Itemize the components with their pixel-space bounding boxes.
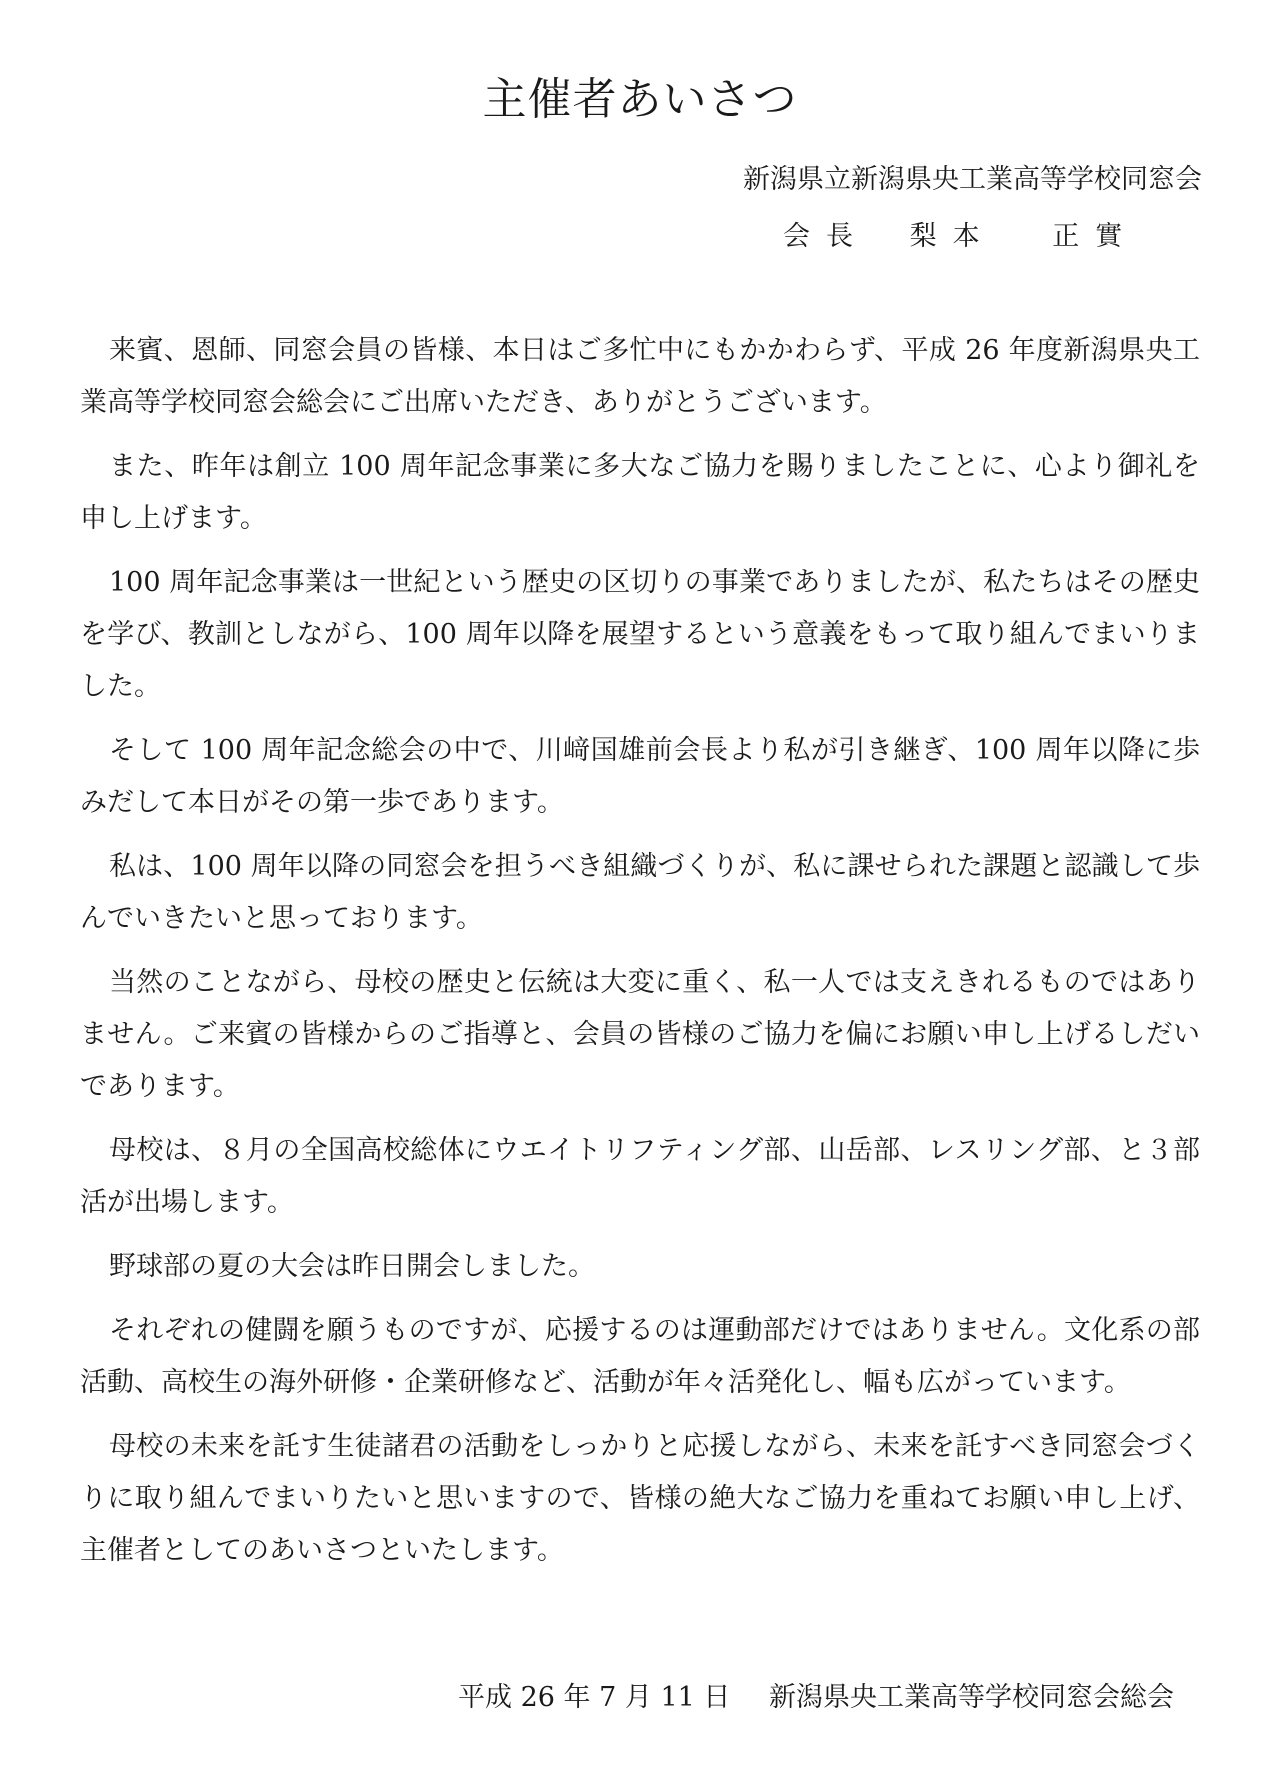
document-title: 主催者あいさつ [482,74,798,125]
closing-line [458,1678,1174,1718]
paragraph: 私は、100 周年以降の同窓会を担うべき組織づくりが、私に課せられた課題と認識して歩んでいきたいと思っております。 [80,851,1200,934]
paragraph: それぞれの健闘を願うものですが、応援するのは運動部だけではありません。文化系の部活動、高校生の海外研修・企業研修など、活動が年々活発化し、幅も広がっています。 [80,1315,1200,1398]
president-title: 会長 [783,221,869,252]
greeting-body [80,325,1200,1589]
paragraph: 100 周年記念事業は一世紀という歴史の区切りの事業でありましたが、私たちはその歴史を学び、教訓としながら、100 周年以降を展望するという意義をもって取り組んでまいりました。 [80,567,1200,702]
paragraph: 当然のことながら、母校の歴史と伝統は大変に重く、私一人では支えきれるものではありません。ご来賓の皆様からのご指導と、会員の皆様のご協力を偏にお願い申し上げるしだいであります。 [80,967,1200,1102]
president-family-name: 梨本 [909,221,996,252]
president-line [783,217,1138,257]
paragraph: そして 100 周年記念総会の中で、川﨑国雄前会長より私が引き継ぎ、100 周年以降に歩みだして本日がその第一歩であります。 [80,735,1200,818]
closing-event: 新潟県央工業高等学校同窓会総会 [769,1682,1174,1713]
paragraph: 母校は、８月の全国高校総体にウエイトリフティング部、山岳部、レスリング部、と３部活が出場します。 [80,1135,1200,1218]
paragraph: また、昨年は創立 100 周年記念事業に多大なご協力を賜りましたことに、心より御礼を申し上げます。 [80,451,1200,534]
closing-date: 平成 26 年 7 月 11 日 [458,1682,731,1713]
paragraph: 野球部の夏の大会は昨日開会しました。 [109,1251,595,1282]
paragraph: 母校の未来を託す生徒諸君の活動をしっかりと応援しながら、未来を託すべき同窓会づくりに取り組んでまいりたいと思いますので、皆様の絶大なご協力を重ねてお願い申し上げ、主催者としてのあいさつといたします。 [80,1431,1201,1566]
paragraph: 来賓、恩師、同窓会員の皆様、本日はご多忙中にもかかわらず、平成 26 年度新潟県央工業高等学校同窓会総会にご出席いただき、ありがとうございます。 [80,335,1200,418]
president-given-name: 正實 [1052,221,1139,252]
organization-name: 新潟県立新潟県央工業高等学校同窓会 [743,164,1202,195]
